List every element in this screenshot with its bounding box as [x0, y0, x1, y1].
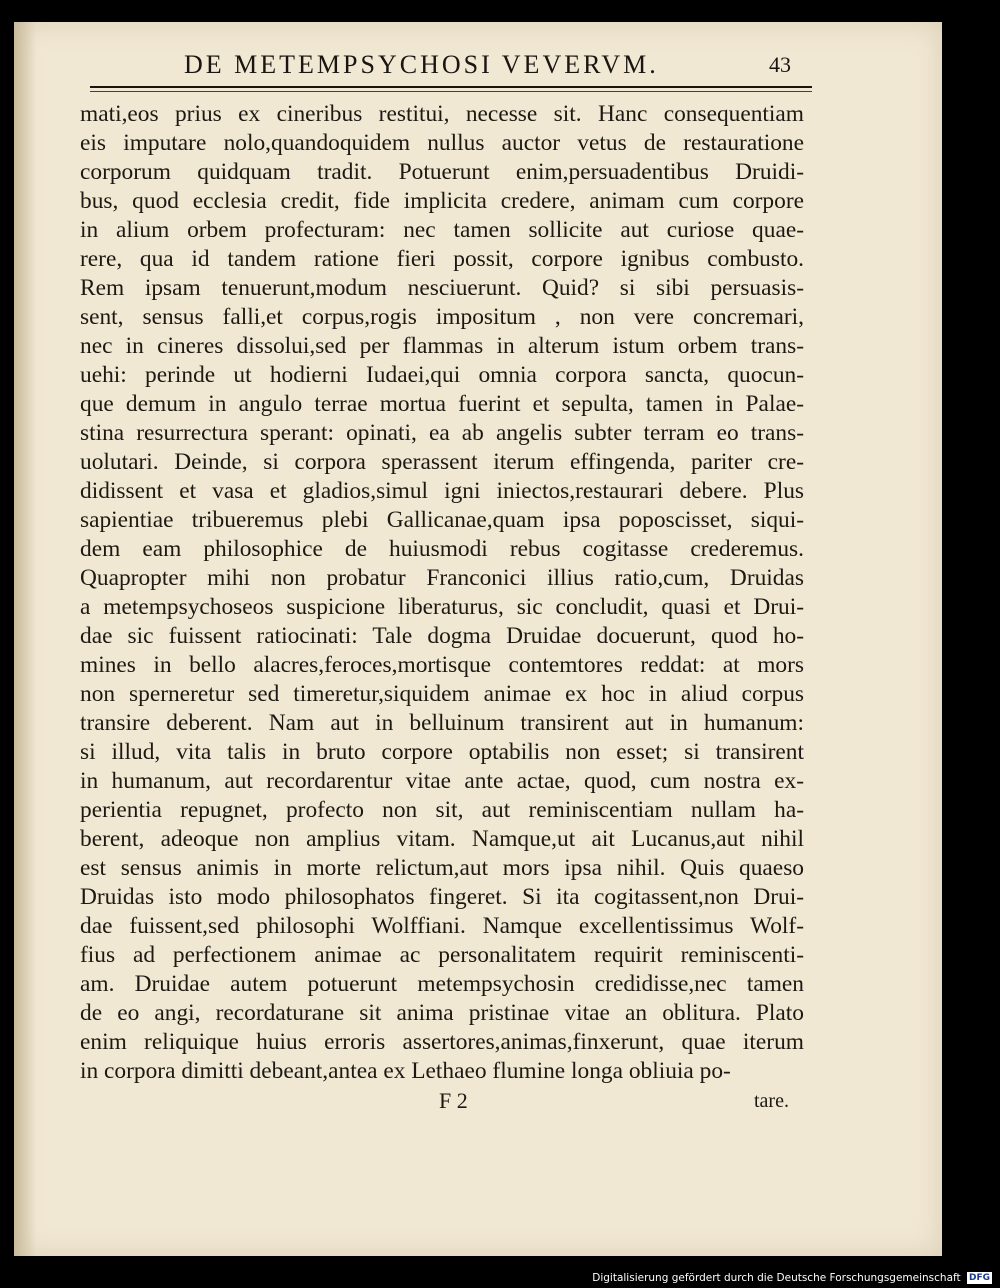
text-line: Quapropter mihi non probatur Franconici illius ratio,cum, Druidas: [80, 565, 804, 591]
text-line: de eo angi, recordaturane sit anima pristinae vitae an oblitura. Plato: [80, 1000, 804, 1026]
text-line: uolutari. Deinde, si corpora sperassent iterum effingenda, pariter cre-: [80, 449, 804, 475]
text-line: uehi: perinde ut hodierni Iudaei,qui omnia corpora sancta, quocun-: [80, 362, 804, 388]
page-header: [14, 50, 942, 90]
page-number: 43: [769, 52, 791, 77]
text-line: si illud, vita talis in bruto corpore optabilis non esset; si transirent: [80, 739, 804, 765]
text-line: nec in cineres dissolui,sed per flammas in alterum istum orbem trans-: [80, 333, 804, 359]
text-line: est sensus animis in morte relictum,aut mors ipsa nihil. Quis quaeso: [80, 855, 804, 881]
text-line: in humanum, aut recordarentur vitae ante actae, quod, cum nostra ex-: [80, 768, 804, 794]
catchword: tare.: [754, 1090, 789, 1112]
text-line: rere, qua id tandem ratione fieri possit, corpore ignibus combusto.: [80, 246, 804, 272]
text-line: eis imputare nolo,quandoquidem nullus auctor vetus de restauratione: [80, 130, 804, 156]
text-line: dem eam philosophice de huiusmodi rebus cogitasse crederemus.: [80, 536, 804, 562]
text-line: transire deberent. Nam aut in belluinum transirent aut in humanum:: [80, 710, 804, 736]
page-gutter-shadow: [14, 22, 36, 1256]
text-line: dae sic fuissent ratiocinati: Tale dogma Druidae docuerunt, quod ho-: [80, 623, 804, 649]
header-rule-thin: [90, 91, 812, 92]
dfg-logo: DFG: [968, 1273, 990, 1283]
credit-text: Digitalisierung gefördert durch die Deutsche Forschungsgemeinschaft: [592, 1272, 961, 1284]
running-title: DE METEMPSYCHOSI VEVERVM.: [184, 50, 659, 79]
header-rule: [90, 86, 812, 88]
text-line: a metempsychoseos suspicione liberaturus, sic concludit, quasi et Drui-: [80, 594, 804, 620]
text-line: mati,eos prius ex cineribus restitui, necesse sit. Hanc consequentiam: [80, 101, 804, 127]
text-line: perientia repugnet, profecto non sit, aut reminiscentiam nullam ha-: [80, 797, 804, 823]
text-line: in corpora dimitti debeant,antea ex Lethaeo flumine longa obliuia po-: [80, 1058, 731, 1084]
text-line: sent, sensus falli,et corpus,rogis impositum , non vere concremari,: [80, 304, 804, 330]
text-line: didissent et vasa et gladios,simul igni iniectos,restaurari debere. Plus: [80, 478, 804, 504]
text-line: que demum in angulo terrae mortua fuerint et sepulta, tamen in Palae-: [80, 391, 804, 417]
text-line: Rem ipsam tenuerunt,modum nesciuerunt. Quid? si sibi persuasis-: [80, 275, 804, 301]
text-line: mines in bello alacres,feroces,mortisque contemtores reddat: at mors: [80, 652, 804, 678]
text-line: stina resurrectura sperant: opinati, ea ab angelis subter terram eo trans-: [80, 420, 804, 446]
text-line: bus, quod ecclesia credit, fide implicita credere, animam cum corpore: [80, 188, 804, 214]
text-line: fius ad perfectionem animae ac personalitatem requirit reminiscenti-: [80, 942, 804, 968]
text-line: non sperneretur sed timeretur,siquidem animae ex hoc in aliud corpus: [80, 681, 804, 707]
digitization-credit: [592, 1272, 992, 1284]
text-line: sapientiae tribueremus plebi Gallicanae,quam ipsa poposcisset, siqui-: [80, 507, 804, 533]
text-line: Druidas isto modo philosophatos fingeret. Si ita cogitassent,non Drui-: [80, 884, 804, 910]
text-line: corporum quidquam tradit. Potuerunt enim,persuadentibus Druidi-: [80, 159, 804, 185]
signature-mark: F 2: [439, 1088, 468, 1113]
text-line: enim reliquique huius erroris assertores,animas,finxerunt, quae iterum: [80, 1029, 804, 1055]
book-page: [14, 22, 942, 1256]
text-line: berent, adeoque non amplius vitam. Namque,ut ait Lucanus,aut nihil: [80, 826, 804, 852]
text-line: in alium orbem profecturam: nec tamen sollicite aut curiose quae-: [80, 217, 804, 243]
text-line: dae fuissent,sed philosophi Wolffiani. Namque excellentissimus Wolf-: [80, 913, 804, 939]
body-text: [80, 100, 804, 1086]
text-line: am. Druidae autem potuerunt metempsychosin credidisse,nec tamen: [80, 971, 804, 997]
